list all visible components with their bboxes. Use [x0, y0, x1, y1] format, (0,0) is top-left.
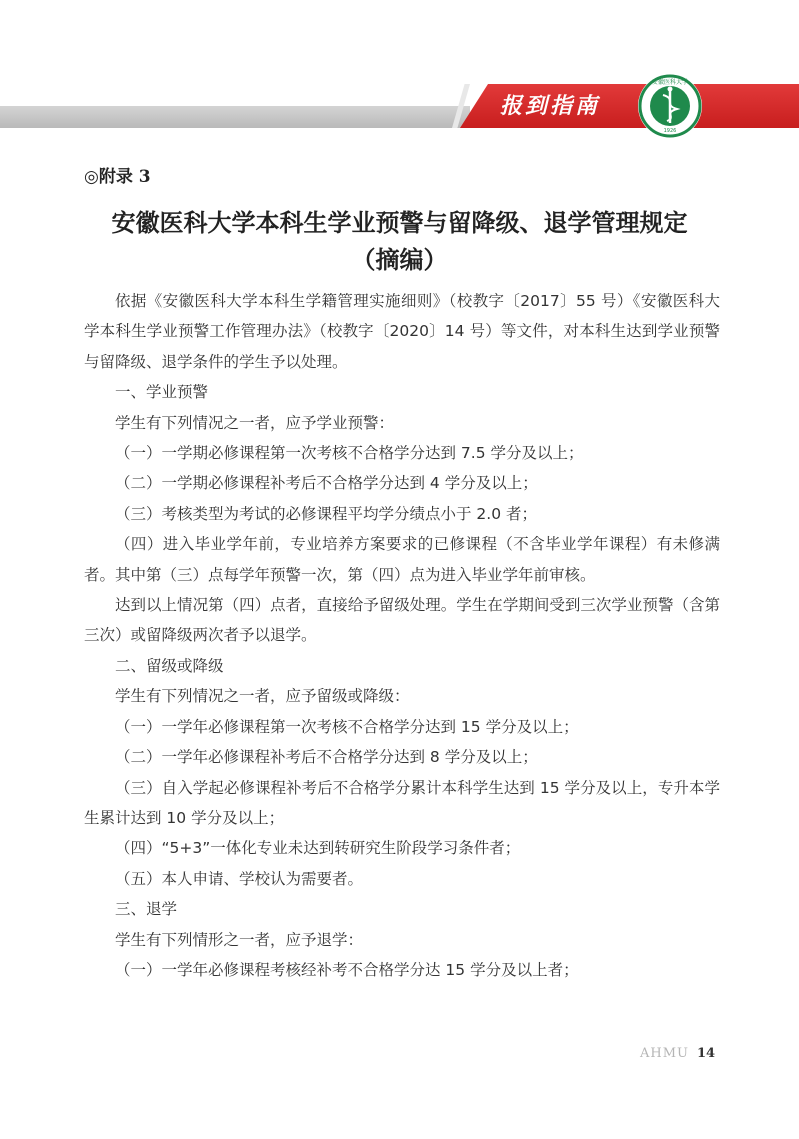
paragraph: 达到以上情况第（四）点者，直接给予留级处理。学生在学期间受到三次学业预警（含第三次）或留降级两次者予以退学。: [84, 596, 720, 645]
banner-title: 报到指南: [500, 93, 601, 119]
list-item: （一）一学年必修课程第一次考核不合格学分达到 15 学分及以上；: [115, 717, 579, 736]
list-item: （四）“5+3”一体化专业未达到转研究生阶段学习条件者；: [115, 839, 521, 858]
list-item: （二）一学期必修课程补考后不合格学分达到 4 学分及以上；: [115, 474, 538, 493]
paragraph: 学生有下列情况之一者，应予学业预警：: [115, 413, 395, 432]
section-heading: 二、留级或降级: [115, 656, 224, 675]
page-title: 安徽医科大学本科生学业预警与留降级、退学管理规定: [111, 208, 688, 237]
footer-code: AHMU: [640, 1046, 689, 1061]
document-body: [84, 286, 720, 985]
list-item: （一）一学期必修课程第一次考核不合格学分达到 7.5 学分及以上；: [115, 444, 584, 463]
paragraph: 学生有下列情况之一者，应予留级或降级：: [115, 687, 410, 706]
list-item: （二）一学年必修课程补考后不合格学分达到 8 学分及以上；: [115, 748, 538, 767]
seal-year: 1926: [663, 128, 677, 134]
list-item: （一）一学年必修课程考核经补考不合格学分达 15 学分及以上者；: [115, 960, 579, 979]
list-item: （三）考核类型为考试的必修课程平均学分绩点小于 2.0 者；: [115, 504, 538, 523]
header-gray-band: [0, 106, 470, 128]
page-number: 14: [697, 1046, 716, 1061]
university-seal-icon: [637, 73, 703, 139]
paragraph: 学生有下列情形之一者，应予退学：: [115, 930, 364, 949]
page-subtitle: （摘编）: [351, 245, 448, 274]
list-item: （五）本人申请、学校认为需要者。: [115, 869, 364, 888]
page-footer: [640, 1046, 715, 1061]
section-heading: 一、学业预警: [115, 383, 209, 402]
list-item: （三）自入学起必修课程补考后不合格学分累计本科学生达到 15 学分及以上，专升本学生累计达到 10 学分及以上；: [84, 778, 720, 827]
list-item: （四）进入毕业学年前，专业培养方案要求的已修课程（不含毕业学年课程）有未修满者。其中第（三）点每学年预警一次，第（四）点为进入毕业学年前审核。: [84, 535, 720, 584]
section-heading: 三、退学: [115, 900, 178, 919]
paragraph: 依据《安徽医科大学本科生学籍管理实施细则》（校教字〔2017〕55 号）《安徽医科大学本科生学业预警工作管理办法》（校教字〔2020〕14 号）等文件，对本科生达到学业预警与留降级、退学条件的学生予以处理。: [84, 292, 720, 371]
appendix-label: ◎附录 3: [84, 167, 151, 187]
seal-text: 安徽医科大学: [651, 79, 689, 86]
